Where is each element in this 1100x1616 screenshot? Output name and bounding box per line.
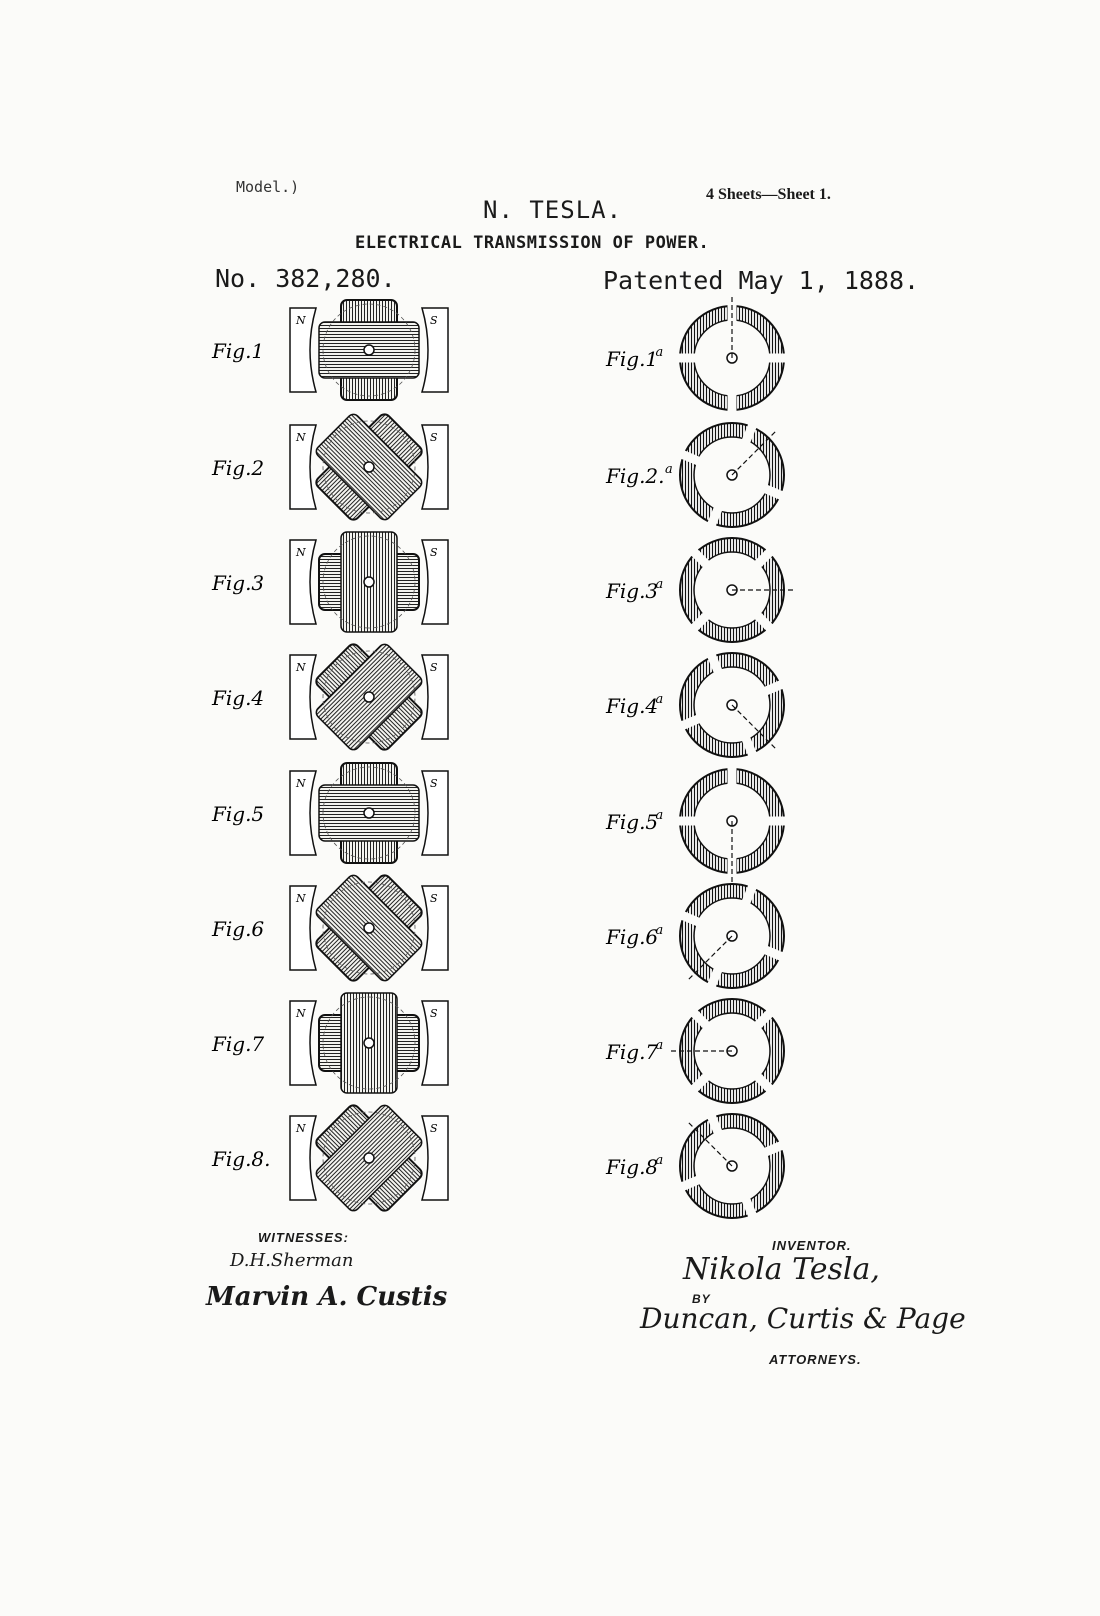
right-figure: [605, 999, 784, 1103]
right-figure: [605, 884, 784, 988]
north-pole-label: N: [296, 892, 306, 905]
figure-label-superscript: a: [655, 923, 664, 938]
right-figure: [605, 538, 794, 642]
figure-label-superscript: a: [655, 577, 664, 592]
figure-label: Fig.6: [606, 925, 659, 949]
coil-gap: [765, 684, 782, 691]
left-figure: [211, 1087, 448, 1228]
figure-label-superscript: a: [655, 345, 664, 360]
left-figure: [211, 300, 448, 400]
south-pole-label: S: [430, 892, 438, 905]
left-figure: [211, 857, 448, 998]
rotor-shaft: [364, 1038, 374, 1048]
figure-label: Fig.7: [212, 1032, 265, 1056]
south-pole-label: S: [430, 777, 438, 790]
figure-label-superscript: a: [655, 1038, 664, 1053]
figure-label-superscript: a: [655, 1153, 664, 1168]
coil-gap: [682, 719, 699, 726]
figure-label: Fig.6: [212, 917, 265, 941]
right-figure: [605, 423, 784, 527]
rotor-shaft: [364, 923, 374, 933]
witnesses-label: WITNESSES:: [258, 1230, 349, 1245]
left-figure-column: [211, 300, 448, 1229]
coil-gap: [711, 1116, 718, 1133]
north-pole-label: N: [296, 1007, 306, 1020]
south-pole-label: S: [430, 314, 438, 327]
patent-date: Patented May 1, 1888.: [603, 266, 920, 295]
figure-label: Fig.5: [606, 810, 659, 834]
right-figure-column: [605, 296, 794, 1218]
coil-gap: [682, 915, 699, 922]
sheets-note: 4 Sheets—Sheet 1.: [706, 186, 831, 203]
rotor-shaft: [364, 692, 374, 702]
south-pole-label: S: [430, 661, 438, 674]
inventor-signature: Nikola Tesla,: [683, 1252, 880, 1287]
model-note: Model.): [236, 178, 300, 196]
coil-gap: [746, 1199, 753, 1216]
coil-gap: [765, 1145, 782, 1152]
south-pole-label: S: [430, 1122, 438, 1135]
coil-gap: [746, 738, 753, 755]
figure-label: Fig.5: [212, 802, 265, 826]
left-figure: [211, 763, 448, 863]
north-pole-label: N: [296, 314, 306, 327]
rotor-shaft: [364, 345, 374, 355]
north-pole-label: N: [296, 661, 306, 674]
rotor-shaft: [364, 1153, 374, 1163]
witness-signature-2: Marvin A. Custis: [206, 1282, 448, 1312]
south-pole-label: S: [430, 1007, 438, 1020]
right-figure: [605, 296, 786, 412]
by-label: BY: [692, 1292, 711, 1306]
coil-gap: [746, 886, 753, 903]
left-figure: [211, 396, 448, 537]
north-pole-label: N: [296, 777, 306, 790]
figure-label: Fig.1: [606, 347, 659, 371]
left-figure: [211, 626, 448, 767]
rotor-shaft: [364, 462, 374, 472]
rotor-shaft: [364, 808, 374, 818]
patent-title: ELECTRICAL TRANSMISSION OF POWER.: [355, 233, 710, 253]
south-pole-label: S: [430, 431, 438, 444]
right-figure: [605, 1114, 784, 1218]
coil-gap: [765, 950, 782, 957]
attorneys-label: ATTORNEYS.: [769, 1352, 862, 1367]
right-figure: [605, 767, 786, 883]
witness-signature-1: D.H.Sherman: [230, 1250, 354, 1271]
coil-gap: [682, 1180, 699, 1187]
figure-label: Fig.4: [212, 686, 265, 710]
left-figure: [211, 532, 448, 632]
south-pole-label: S: [430, 546, 438, 559]
coil-gap: [711, 508, 718, 525]
coil-gap: [682, 454, 699, 461]
left-figure: [211, 993, 448, 1093]
figure-label-superscript: a: [655, 692, 664, 707]
figure-label: Fig.3: [606, 579, 659, 603]
figure-label: Fig.2.: [606, 464, 665, 488]
rotor-shaft: [364, 577, 374, 587]
north-pole-label: N: [296, 1122, 306, 1135]
figure-label: Fig.8.: [212, 1147, 271, 1171]
figure-label-superscript: a: [655, 808, 664, 823]
coil-gap: [711, 969, 718, 986]
figure-label: Fig.3: [212, 571, 265, 595]
patent-number: No. 382,280.: [215, 264, 396, 293]
coil-gap: [711, 655, 718, 672]
right-figure: [605, 653, 784, 757]
coil-gap: [746, 425, 753, 442]
north-pole-label: N: [296, 546, 306, 559]
inventor-label: INVENTOR.: [772, 1238, 852, 1253]
figure-label-superscript: a: [665, 462, 673, 477]
figure-label: Fig.7: [606, 1040, 659, 1064]
figure-label: Fig.1: [212, 339, 265, 363]
figure-label: Fig.8: [606, 1155, 659, 1179]
figure-label: Fig.2: [212, 456, 265, 480]
attorneys-signature: Duncan, Curtis & Page: [640, 1302, 966, 1335]
coil-gap: [765, 489, 782, 496]
inventor-name: N. TESLA.: [483, 196, 623, 224]
figure-label: Fig.4: [606, 694, 659, 718]
north-pole-label: N: [296, 431, 306, 444]
